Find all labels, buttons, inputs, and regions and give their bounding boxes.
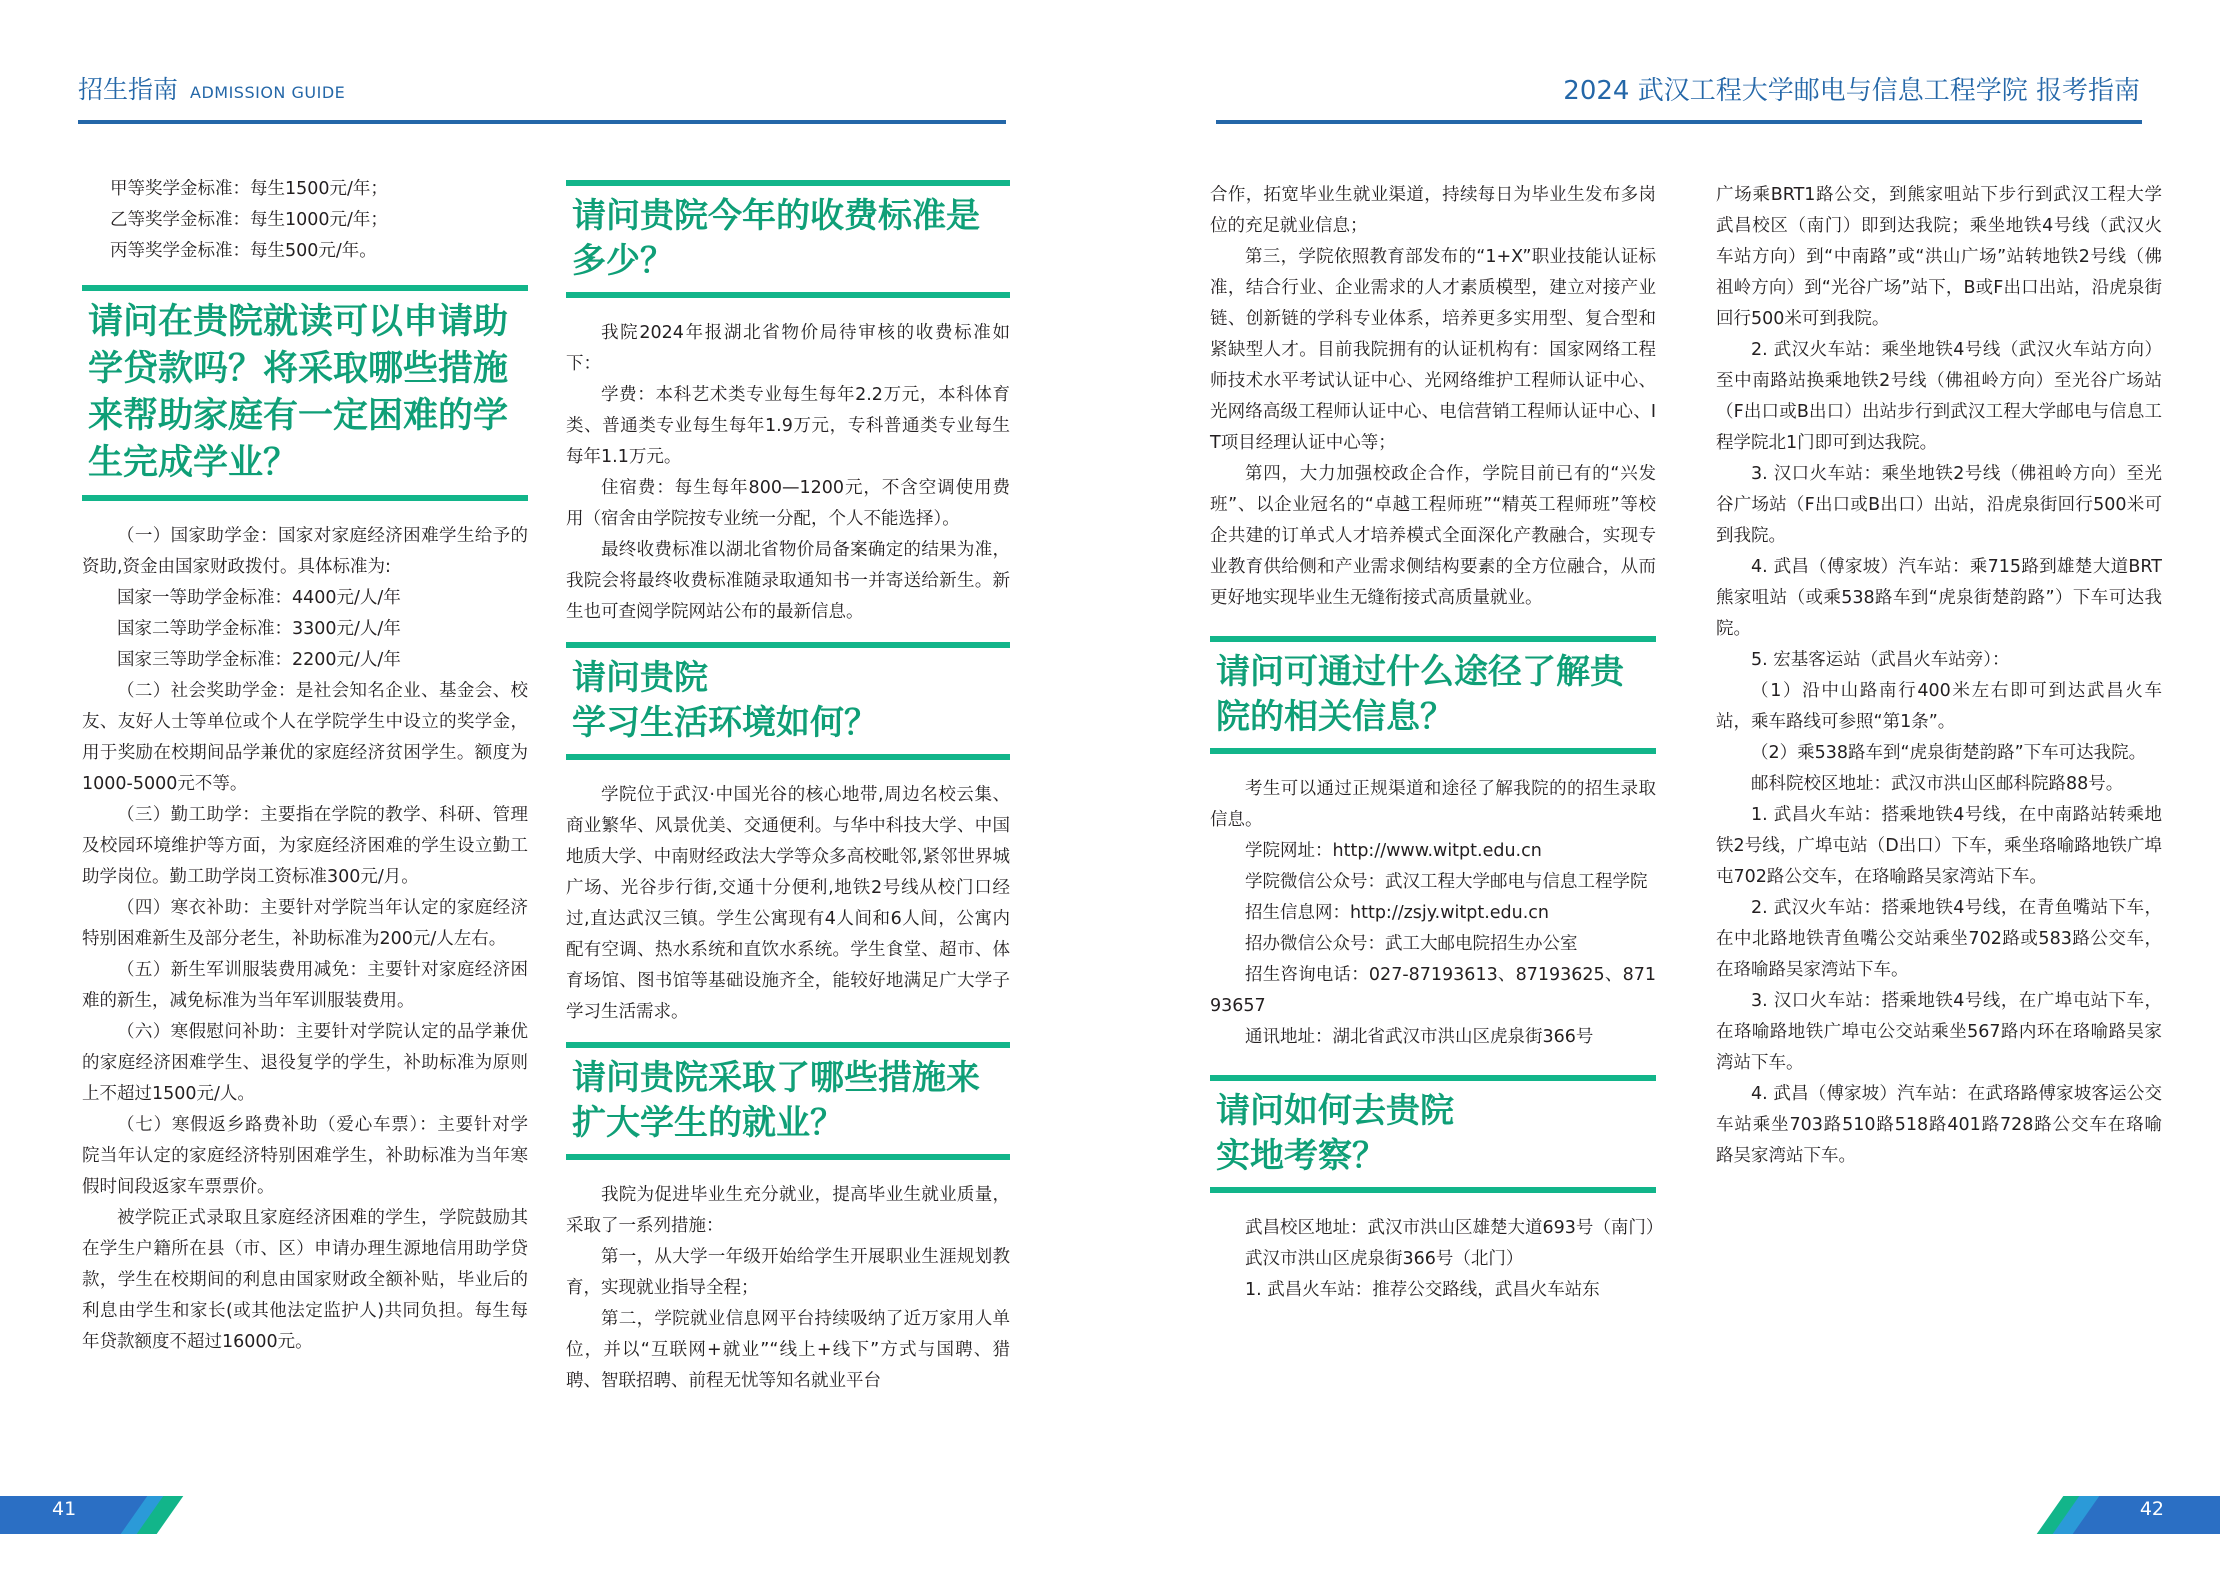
info-wechat: 学院微信公众号：武汉工程大学邮电与信息工程学院 [1245, 872, 1648, 892]
question-info-title: 请问可通过什么途径了解贵院的相关信息？ [1216, 652, 1624, 737]
aid-2: （二）社会奖助学金：是社会知名企业、基金会、校友、友好人士等单位或个人在学院学生中设立的奖学金，用于奖励在校期间品学兼优的家庭经济贫困学生。额度为1000-5000元不等。 [82, 681, 528, 794]
aid-1: （一）国家助学金：国家对家庭经济困难学生给予的资助,资金由国家财政拨付。具体标准为: [82, 526, 528, 577]
youke-route-2: 2. 武汉火车站：搭乘地铁4号线，在青鱼嘴站下车，在中北路地铁青鱼嘴公交站乘坐702路或583路公交车，在珞喻路吴家湾站下车。 [1716, 898, 2162, 980]
question-info [1210, 636, 1656, 754]
left-page-number: 41 [52, 1498, 77, 1520]
question-employment [566, 1042, 1010, 1160]
left-header-en: ADMISSION GUIDE [190, 83, 346, 102]
route-3: 3. 汉口火车站：乘坐地铁2号线（佛祖岭方向）至光谷广场站（F出口或B出口）出站，沿虎泉街回行500米可到我院。 [1716, 464, 2162, 546]
environment-text: 学院位于武汉·中国光谷的核心地带,周边名校云集、商业繁华、风景优美、交通便利。与华中科技大学、中国地质大学、中南财经政法大学等众多高校毗邻,紧邻世界城广场、光谷步行街,交通十分便利,地铁2号线从校门口经过,直达武汉三镇。学生公寓现有4人间和6人间，公寓内配有空调、热水系统和直饮水系统。学生食堂、超市、体育场馆、图书馆等基础设施齐全，能较好地满足广大学子学习生活需求。 [566, 785, 1010, 1022]
left-header-rule [78, 120, 1006, 124]
aid-1-b: 国家二等助学金标准：3300元/人/年 [117, 619, 401, 639]
aid-6: （六）寒假慰问补助：主要针对学院认定的品学兼优的家庭经济困难学生、退役复学的学生，补助标准为原则上不超过1500元/人。 [82, 1022, 528, 1104]
scholarship-a: 甲等奖学金标准：每生1500元/年； [110, 179, 388, 199]
fees-tuition: 学费：本科艺术类专业每生每年2.2万元，本科体育类、普通类专业每生每年1.9万元，专科普通类专业每生每年1.1万元。 [566, 385, 1010, 467]
info-website: 学院网址：http://www.witpt.edu.cn [1245, 841, 1542, 861]
left-header-cn: 招生指南 [78, 75, 179, 104]
question-environment-title-2: 学习生活环境如何？ [572, 703, 878, 743]
aid-1-a: 国家一等助学金标准：4400元/人/年 [117, 588, 401, 608]
employment-1: 第一，从大学一年级开始给学生开展职业生涯规划教育，实现就业指导全程； [566, 1247, 1010, 1298]
visit-route-1: 1. 武昌火车站：推荐公交路线，武昌火车站东 [1245, 1280, 1600, 1300]
visit-campus-south: 武昌校区地址：武汉市洪山区雄楚大道693号（南门） [1245, 1218, 1664, 1238]
aid-1-c: 国家三等助学金标准：2200元/人/年 [117, 650, 401, 670]
route-1-cont: 广场乘BRT1路公交，到熊家咀站下步行到武汉工程大学武昌校区（南门）即到达我院；乘坐地铁4号线（武汉火车站方向）到“中南路”或“洪山广场”站转地铁2号线（佛祖岭方向）到“光谷广场”站下，B或F出口出站，沿虎泉街回行500米可到我院。 [1716, 185, 2162, 329]
visit-campus-north: 武汉市洪山区虎泉街366号（北门） [1245, 1249, 1524, 1269]
right-page-number: 42 [2139, 1498, 2164, 1520]
question-visit-title-1: 请问如何去贵院 [1216, 1091, 1454, 1131]
route-4: 4. 武昌（傅家坡）汽车站：乘715路到雄楚大道BRT熊家咀站（或乘538路车到“虎泉街楚韵路”）下车可达我院。 [1716, 557, 2162, 639]
employment-cont: 合作，拓宽毕业生就业渠道，持续每日为毕业生发布多岗位的充足就业信息； [1210, 185, 1656, 236]
aid-3: （三）勤工助学：主要指在学院的教学、科研、管理及校园环境维护等方面，为家庭经济困难的学生设立勤工助学岗位。勤工助学岗工资标准300元/月。 [82, 805, 528, 887]
info-phone: 招生咨询电话：027-87193613、87193625、87193657 [1210, 965, 1656, 1016]
youke-route-3: 3. 汉口火车站：搭乘地铁4号线，在广埠屯站下车，在珞喻路地铁广埠屯公交站乘坐567路内环在珞喻路吴家湾站下车。 [1716, 991, 2162, 1073]
question-environment [566, 642, 1010, 760]
aid-7: （七）寒假返乡路费补助（爱心车票）：主要针对学院当年认定的家庭经济特别困难学生，补助标准为当年寒假时间段返家车票票价。 [82, 1115, 528, 1197]
aid-5: （五）新生军训服装费用减免：主要针对家庭经济困难的新生，减免标准为当年军训服装费用。 [82, 960, 528, 1011]
question-fees [566, 180, 1010, 298]
youke-route-1: 1. 武昌火车站：搭乘地铁4号线，在中南路站转乘地铁2号线，广埠屯站（D出口）下车，乘坐珞喻路地铁广埠屯702路公交车，在珞喻路吴家湾站下车。 [1716, 805, 2162, 887]
info-admission-site: 招生信息网：http://zsjy.witpt.edu.cn [1245, 903, 1550, 923]
right-page [1110, 0, 2220, 1571]
aid-loan: 被学院正式录取且家庭经济困难的学生，学院鼓励其在学生户籍所在县（市、区）申请办理生源地信用助学贷款，学生在校期间的利息由国家财政全额补贴，毕业后的利息由学生和家长(或其他法定监护人)共同负担。每生每年贷款额度不超过16000元。 [82, 1208, 528, 1352]
question-loan [82, 285, 528, 501]
scholarship-b: 乙等奖学金标准：每生1000元/年； [110, 210, 388, 230]
column-3 [1210, 180, 1664, 1306]
question-environment-title-1: 请问贵院 [572, 658, 708, 698]
fees-final: 最终收费标准以湖北省物价局备案确定的结果为准，我院会将最终收费标准随录取通知书一并寄送给新生。新生也可查阅学院网站公布的最新信息。 [566, 540, 1010, 622]
fees-intro: 我院2024年报湖北省物价局待审核的收费标准如下： [566, 323, 1010, 374]
info-address: 通讯地址：湖北省武汉市洪山区虎泉街366号 [1245, 1027, 1594, 1047]
campus-youke: 邮科院校区地址：武汉市洪山区邮科院路88号。 [1751, 774, 2124, 794]
right-header-rule [1216, 120, 2142, 124]
aid-4: （四）寒衣补助：主要针对学院当年认定的家庭经济特别困难新生及部分老生，补助标准为200元/人左右。 [82, 898, 528, 949]
employment-4: 第四，大力加强校政企合作，学院目前已有的“兴发班”、以企业冠名的“卓越工程师班”“精英工程师班”等校企共建的订单式人才培养模式全面深化产教融合，实现专业教育供给侧和产业需求侧结构要素的全方位融合，从而更好地实现毕业生无缝衔接式高质量就业。 [1210, 464, 1656, 608]
question-visit [1210, 1075, 1656, 1193]
column-4 [1716, 180, 2162, 1172]
route-5: 5. 宏基客运站（武昌火车站旁）： [1751, 650, 2010, 670]
column-2 [566, 164, 1010, 1397]
right-header: 2024 武汉工程大学邮电与信息工程学院 报考指南 [1563, 76, 2140, 106]
scholarship-c: 丙等奖学金标准：每生500元/年。 [110, 241, 377, 261]
fees-housing: 住宿费：每生每年800—1200元，不含空调使用费用（宿舍由学院按专业统一分配，个人不能选择）。 [566, 478, 1010, 529]
youke-route-4: 4. 武昌（傅家坡）汽车站：在武珞路傅家坡客运公交车站乘坐703路510路518路401路728路公交车在珞喻路吴家湾站下车。 [1716, 1084, 2162, 1166]
employment-3: 第三，学院依照教育部发布的“1+X”职业技能认证标准，结合行业、企业需求的人才素质模型，建立对接产业链、创新链的学科专业体系，培养更多实用型、复合型和紧缺型人才。目前我院拥有的认证机构有：国家网络工程师技术水平考试认证中心、光网络维护工程师认证中心、光网络高级工程师认证中心、电信营销工程师认证中心、IT项目经理认证中心等； [1210, 247, 1656, 453]
column-1 [82, 174, 528, 1358]
info-intro: 考生可以通过正规渠道和途径了解我院的的招生录取信息。 [1210, 779, 1656, 830]
route-5-1: （1）沿中山路南行400米左右即可到达武昌火车站，乘车路线可参照“第1条”。 [1716, 681, 2162, 732]
employment-2: 第二，学院就业信息网平台持续吸纳了近万家用人单位，并以“互联网+就业”“线上+线下”方式与国聘、猎聘、智联招聘、前程无忧等知名就业平台 [566, 1309, 1010, 1391]
question-loan-title: 请问在贵院就读可以申请助学贷款吗？将采取哪些措施来帮助家庭有一定困难的学生完成学业？ [88, 302, 509, 483]
question-visit-title-2: 实地考察？ [1216, 1136, 1386, 1176]
left-header [78, 70, 345, 106]
route-5-2: （2）乘538路车到“虎泉街楚韵路”下车可达我院。 [1751, 743, 2147, 763]
question-fees-title: 请问贵院今年的收费标准是多少？ [572, 196, 980, 281]
question-employment-title: 请问贵院采取了哪些措施来扩大学生的就业？ [572, 1058, 980, 1143]
info-admission-wechat: 招办微信公众号：武工大邮电院招生办公室 [1245, 934, 1578, 954]
employment-intro: 我院为促进毕业生充分就业，提高毕业生就业质量，采取了一系列措施： [566, 1185, 1010, 1236]
route-2: 2. 武汉火车站：乘坐地铁4号线（武汉火车站方向）至中南路站换乘地铁2号线（佛祖岭方向）至光谷广场站（F出口或B出口）出站步行到武汉工程大学邮电与信息工程学院北1门即可到达我院。 [1716, 340, 2162, 453]
